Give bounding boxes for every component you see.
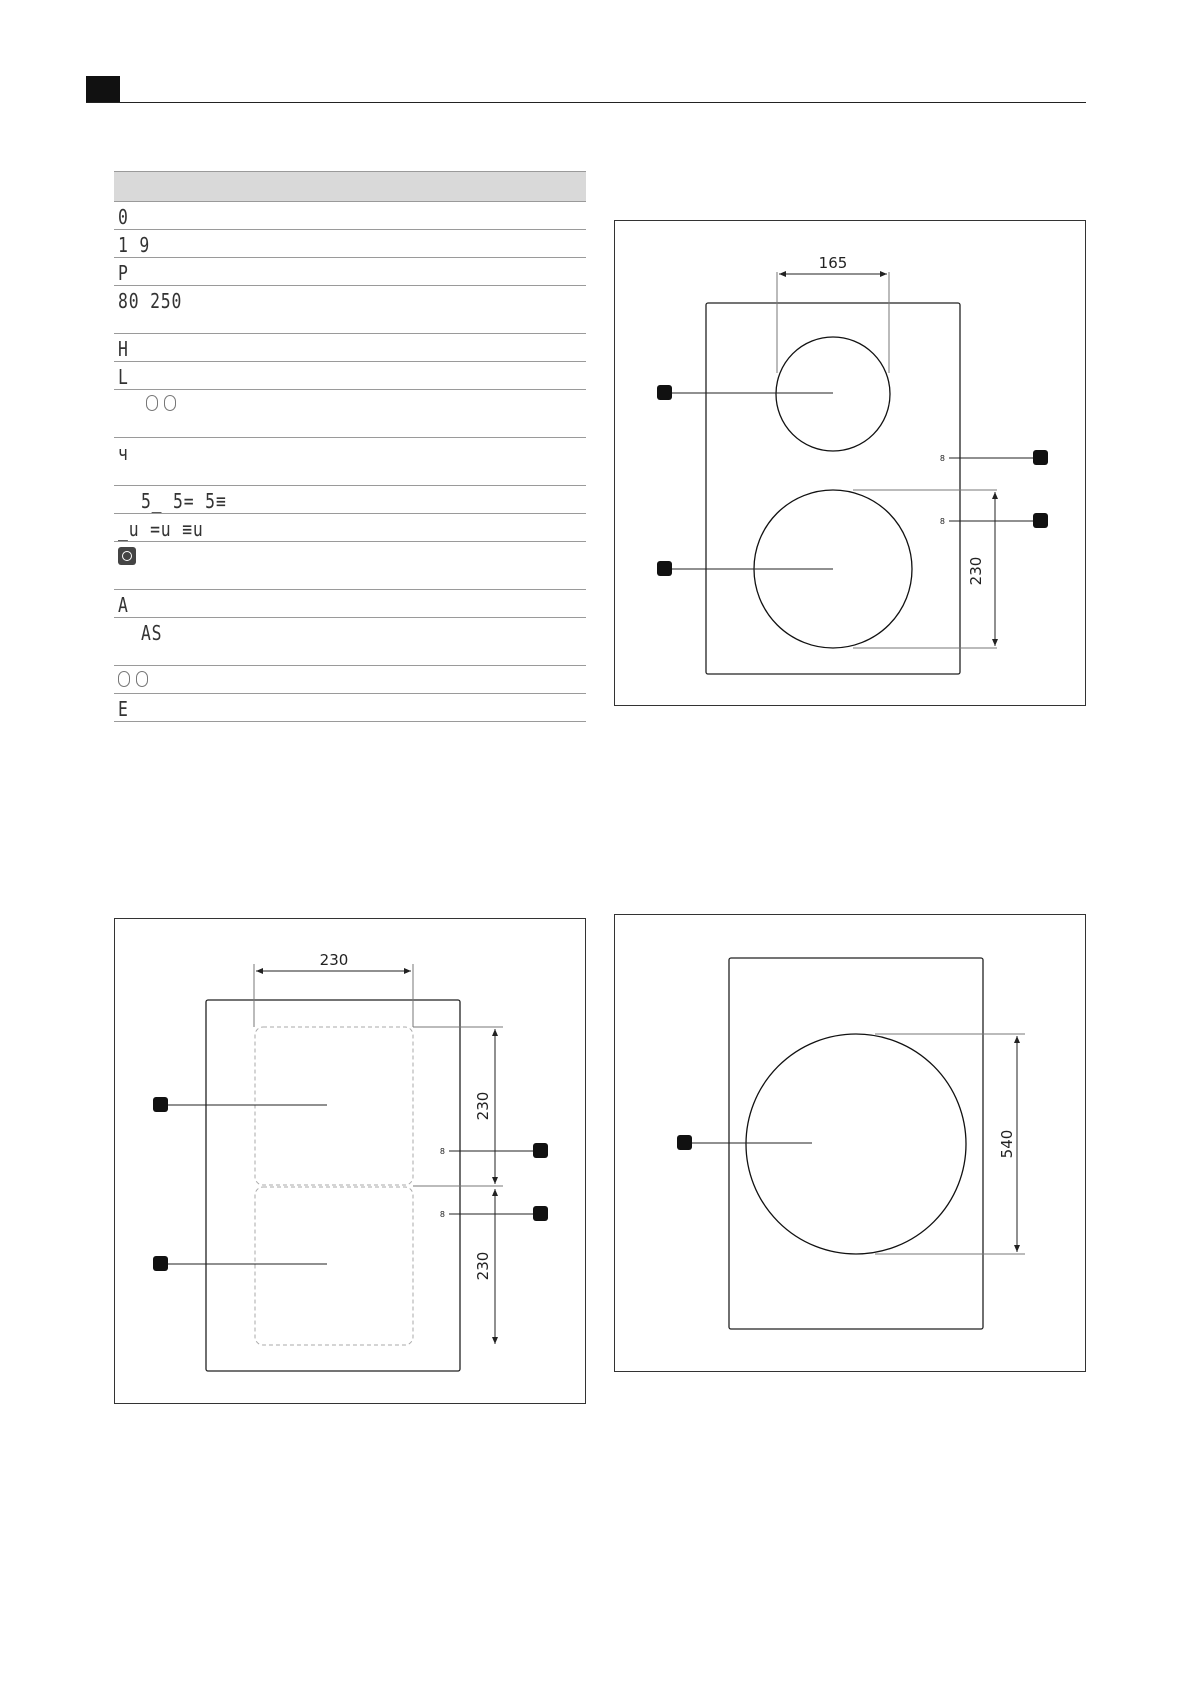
callout-small-label-1: 8 — [939, 454, 945, 463]
table-row — [114, 694, 586, 722]
symbol-cell — [114, 258, 586, 286]
display-symbol: AS — [140, 621, 163, 645]
figure-two-round-zones-drawing — [615, 221, 1087, 707]
symbol-cell — [114, 230, 586, 258]
callout-marker-upper-zone — [153, 1097, 168, 1112]
dim-label-diameter: 540 — [998, 1129, 1016, 1159]
lower-zone-outline — [255, 1187, 413, 1345]
symbol-cell — [114, 286, 586, 334]
timer-icon — [118, 547, 136, 565]
table-header-row — [114, 172, 586, 202]
dim-arrow — [1014, 1245, 1020, 1252]
callout-marker-zone — [677, 1135, 692, 1150]
table-row — [114, 438, 586, 486]
dim-arrow — [492, 1189, 498, 1196]
symbol-cell — [114, 334, 586, 362]
zone-ring-icon — [136, 671, 148, 687]
display-symbol: A — [118, 593, 129, 617]
table-row — [114, 618, 586, 666]
callout-marker-1 — [1033, 450, 1048, 465]
dim-arrow — [1014, 1036, 1020, 1043]
table-row — [114, 486, 586, 514]
display-symbol: L — [118, 365, 129, 389]
dim-label-height-upper: 230 — [474, 1091, 492, 1121]
zone-ring-icon — [118, 671, 130, 687]
symbol-cell — [114, 362, 586, 390]
symbol-cell — [114, 694, 586, 722]
display-symbol: _u =u ≡u — [118, 517, 204, 541]
hob-outline — [706, 303, 960, 674]
figure-two-round-zones — [614, 220, 1086, 706]
dim-arrow — [880, 271, 887, 277]
table-row — [114, 202, 586, 230]
symbol-cell — [114, 514, 586, 542]
table-row — [114, 666, 586, 694]
large-zone-circle — [746, 1034, 966, 1254]
cooking-zone-ring-icons — [118, 395, 182, 412]
dim-arrow — [492, 1177, 498, 1184]
table-row — [114, 362, 586, 390]
symbol-cell — [114, 202, 586, 230]
display-symbol: 80 250 — [118, 289, 183, 313]
zone-ring-icon — [146, 395, 158, 411]
display-symbol: 5_ 5= 5≡ — [140, 489, 227, 513]
symbol-cell — [114, 438, 586, 486]
callout-marker-2 — [533, 1206, 548, 1221]
symbol-cell — [114, 390, 586, 438]
callout-small-label-2: 8 — [439, 1210, 445, 1219]
table-row — [114, 514, 586, 542]
callout-small-label-2: 8 — [939, 517, 945, 526]
dim-arrow — [492, 1029, 498, 1036]
dim-arrow — [992, 639, 998, 646]
upper-zone-outline — [255, 1027, 413, 1185]
display-symbol: 1 9 — [118, 233, 151, 257]
display-symbols-table — [114, 171, 586, 722]
dim-arrow — [404, 968, 411, 974]
symbol-cell — [114, 542, 586, 590]
symbol-cell — [114, 590, 586, 618]
table-row — [114, 258, 586, 286]
dim-label-height-lower: 230 — [474, 1251, 492, 1281]
dim-label-height: 230 — [967, 556, 985, 586]
header-marker-block — [86, 76, 120, 102]
callout-marker-2 — [1033, 513, 1048, 528]
display-symbol: H — [118, 337, 129, 361]
small-zone-circle — [776, 337, 890, 451]
display-symbol: E — [118, 697, 129, 721]
dim-arrow — [256, 968, 263, 974]
zone-ring-icon — [164, 395, 176, 411]
table-row — [114, 390, 586, 438]
callout-marker-large-zone — [657, 561, 672, 576]
display-symbol: P — [118, 261, 129, 285]
dim-arrow — [779, 271, 786, 277]
table-row — [114, 542, 586, 590]
callout-marker-small-zone — [657, 385, 672, 400]
figure-two-square-zones-drawing — [115, 919, 587, 1405]
figure-single-large-zone — [614, 914, 1086, 1372]
symbol-cell — [114, 486, 586, 514]
display-symbol: ч — [118, 441, 129, 465]
callout-marker-lower-zone — [153, 1256, 168, 1271]
symbol-cell — [114, 666, 586, 694]
dim-label-width: 165 — [818, 254, 848, 272]
dim-label-width: 230 — [319, 951, 349, 969]
table-row — [114, 230, 586, 258]
table-row — [114, 286, 586, 334]
table-row — [114, 334, 586, 362]
dim-arrow — [992, 492, 998, 499]
table-row — [114, 590, 586, 618]
figure-single-large-zone-drawing — [615, 915, 1087, 1373]
figure-two-square-zones — [114, 918, 586, 1404]
dim-arrow — [492, 1337, 498, 1344]
symbol-cell — [114, 618, 586, 666]
callout-small-label-1: 8 — [439, 1147, 445, 1156]
cooking-zone-ring-icons — [118, 671, 154, 688]
header-rule — [86, 102, 1086, 103]
callout-marker-1 — [533, 1143, 548, 1158]
display-symbol: 0 — [118, 205, 129, 229]
